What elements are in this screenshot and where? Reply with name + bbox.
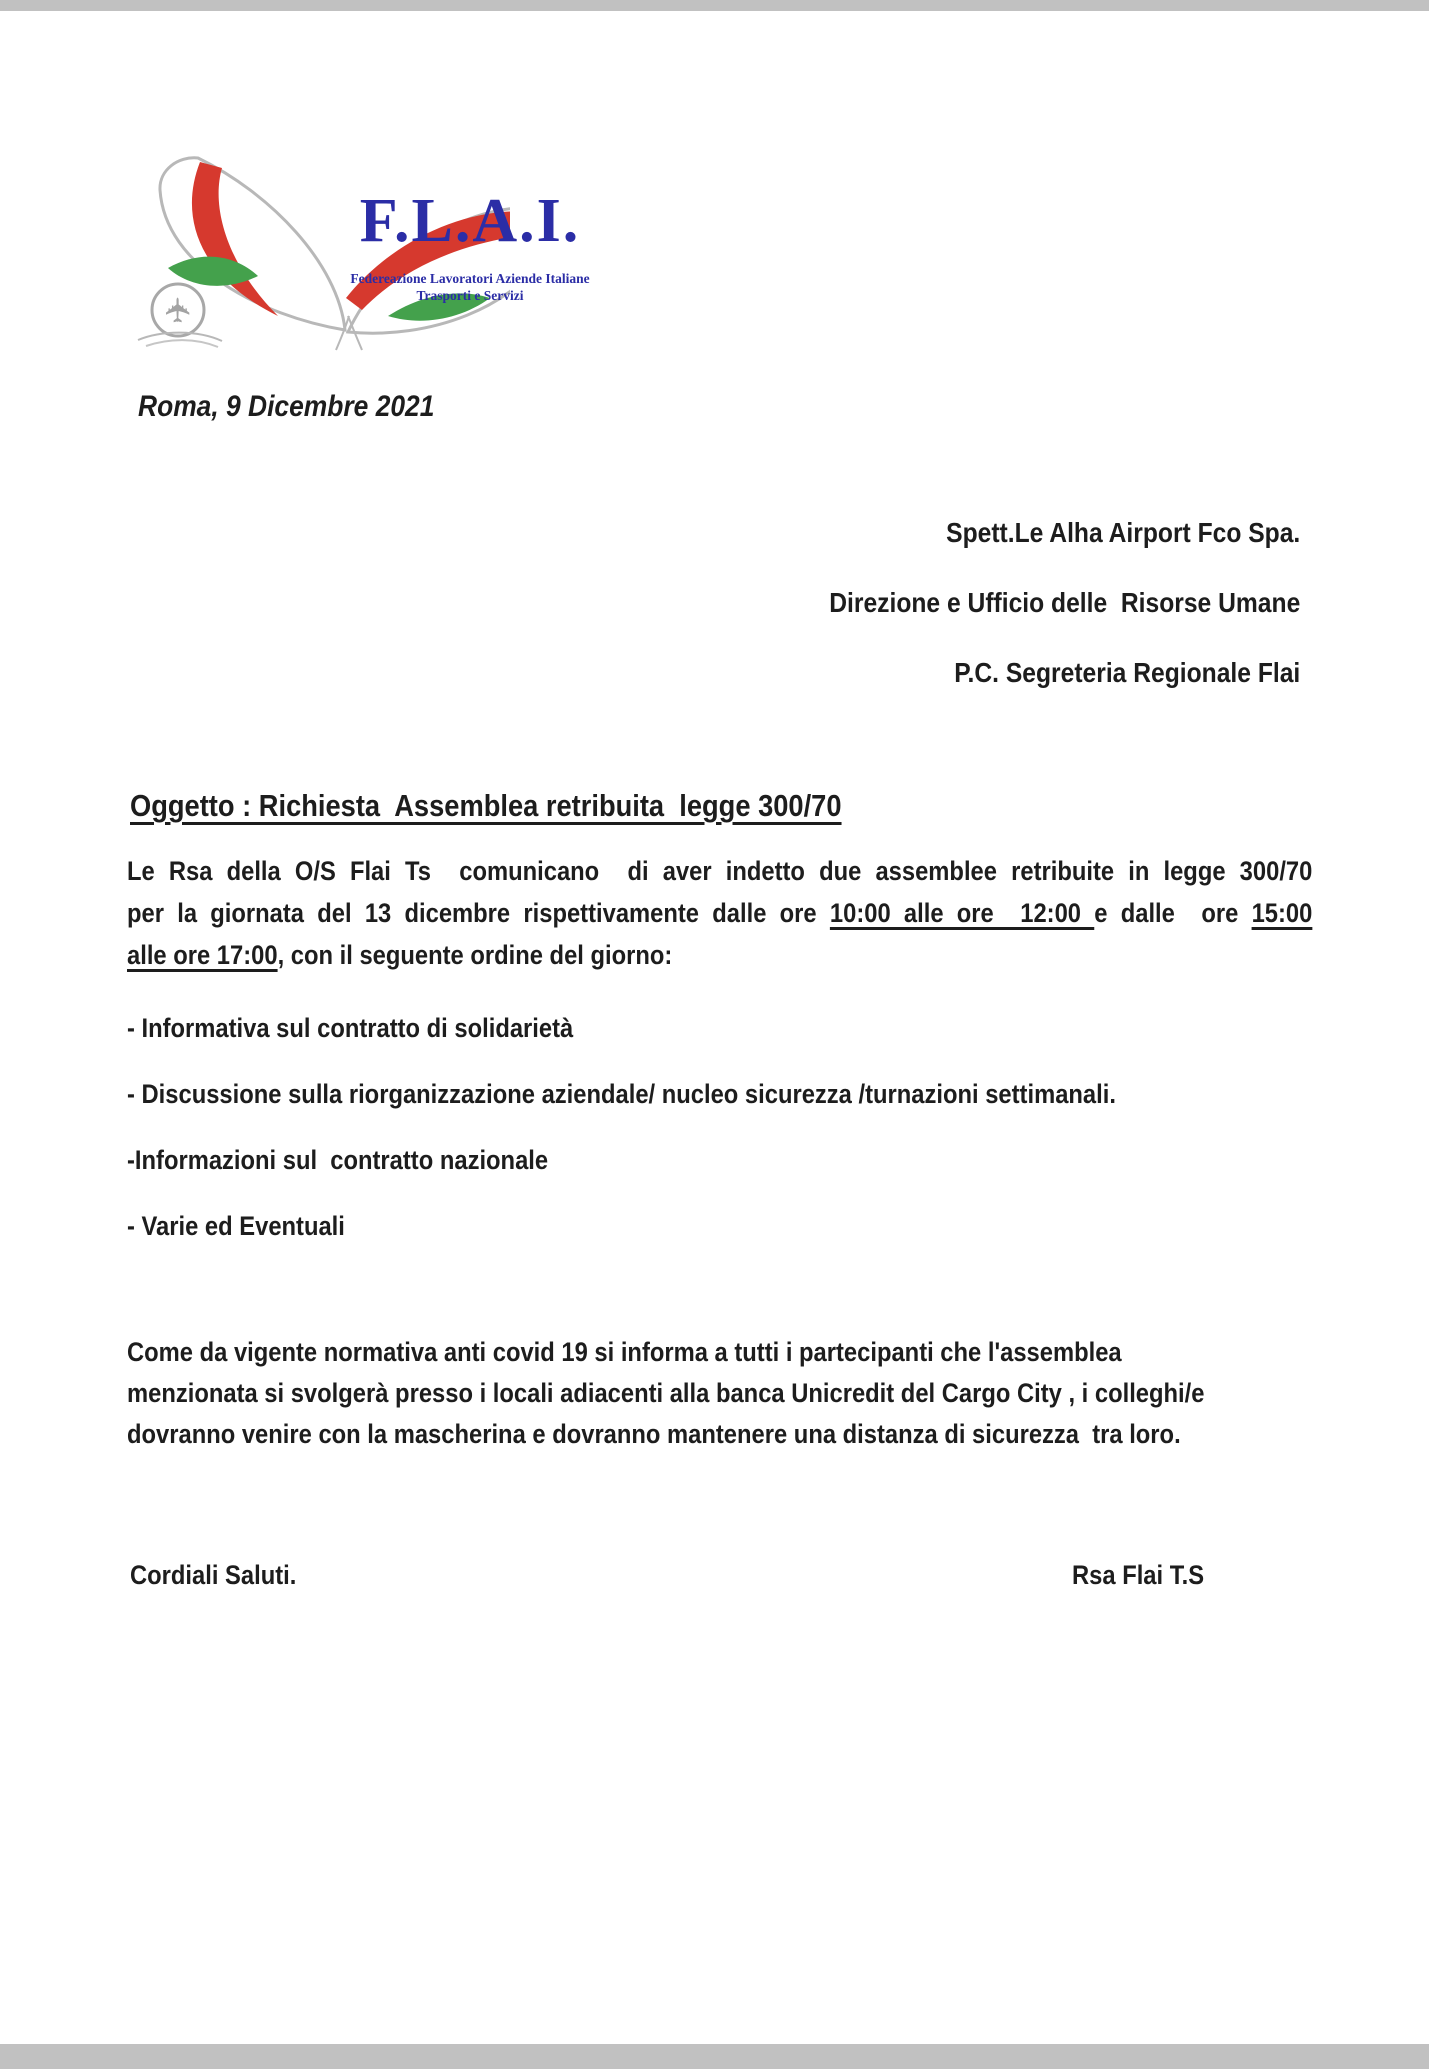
covid-line-1: Come da vigente normativa anti covid 19 si informa a tutti i partecipanti che l'assemblea: [127, 1337, 1122, 1367]
subject-line: Oggetto : Richiesta Assemblea retribuita legge 300/70: [130, 788, 842, 823]
closing: Cordiali Saluti.: [130, 1560, 297, 1590]
body-line-1: Le Rsa della O/S Flai Ts comunicano di aver indetto due assemblee retribuite in legge 300/70: [127, 856, 1313, 886]
recipient-line-office: Direzione e Ufficio delle Risorse Umane: [828, 587, 1300, 618]
flai-tagline-line2: Trasporti e Servizi: [416, 288, 524, 303]
agenda-item-4: - Varie ed Eventuali: [127, 1211, 345, 1241]
meeting-time-1: 10:00 alle ore 12:00: [829, 898, 1095, 928]
signature: Rsa Flai T.S: [1072, 1560, 1205, 1590]
agenda-item-1: - Informativa sul contratto di solidarietà: [127, 1013, 574, 1043]
recipient-block: [829, 518, 1300, 728]
flai-tagline: [330, 270, 610, 304]
covid-line-2: menzionata si svolgerà presso i locali adiacenti alla banca Unicredit del Cargo City , i colleghi/e: [127, 1378, 1205, 1408]
meeting-time-2-end: alle ore 17:00: [127, 940, 278, 970]
airplane-icon: ✈: [159, 295, 199, 325]
agenda-item-2: - Discussione sulla riorganizzazione aziendale/ nucleo sicurezza /turnazioni settimanali.: [127, 1079, 1116, 1109]
flai-acronym: F.L.A.I.: [359, 187, 581, 255]
date-line: Roma, 9 Dicembre 2021: [138, 390, 435, 423]
body-text: per la giornata del 13 dicembre rispettivamente dalle ore: [127, 898, 830, 928]
flai-tagline-line1: Federeazione Lavoratori Aziende Italiane: [350, 271, 590, 286]
body-paragraph: [127, 850, 1312, 976]
body-line-2: [127, 892, 1312, 934]
flai-logo: [130, 148, 610, 353]
body-text: , con il seguente ordine del giorno:: [277, 940, 673, 970]
recipient-line-cc: P.C. Segreteria Regionale Flai: [953, 657, 1300, 688]
covid-paragraph: [127, 1332, 1204, 1455]
body-line-3: [127, 934, 1312, 976]
covid-line-3: dovranno venire con la mascherina e dovranno mantenere una distanza di sicurezza tra loro.: [127, 1419, 1181, 1449]
ground-arc: [146, 340, 218, 347]
body-text: e dalle ore: [1094, 898, 1252, 928]
recipient-line-company: Spett.Le Alha Airport Fco Spa.: [945, 517, 1300, 548]
agenda-item-3: -Informazioni sul contratto nazionale: [127, 1145, 549, 1175]
meeting-time-2-start: 15:00: [1251, 898, 1313, 928]
scan-edge-top: [0, 0, 1429, 11]
scan-edge-bottom: [0, 2044, 1429, 2069]
